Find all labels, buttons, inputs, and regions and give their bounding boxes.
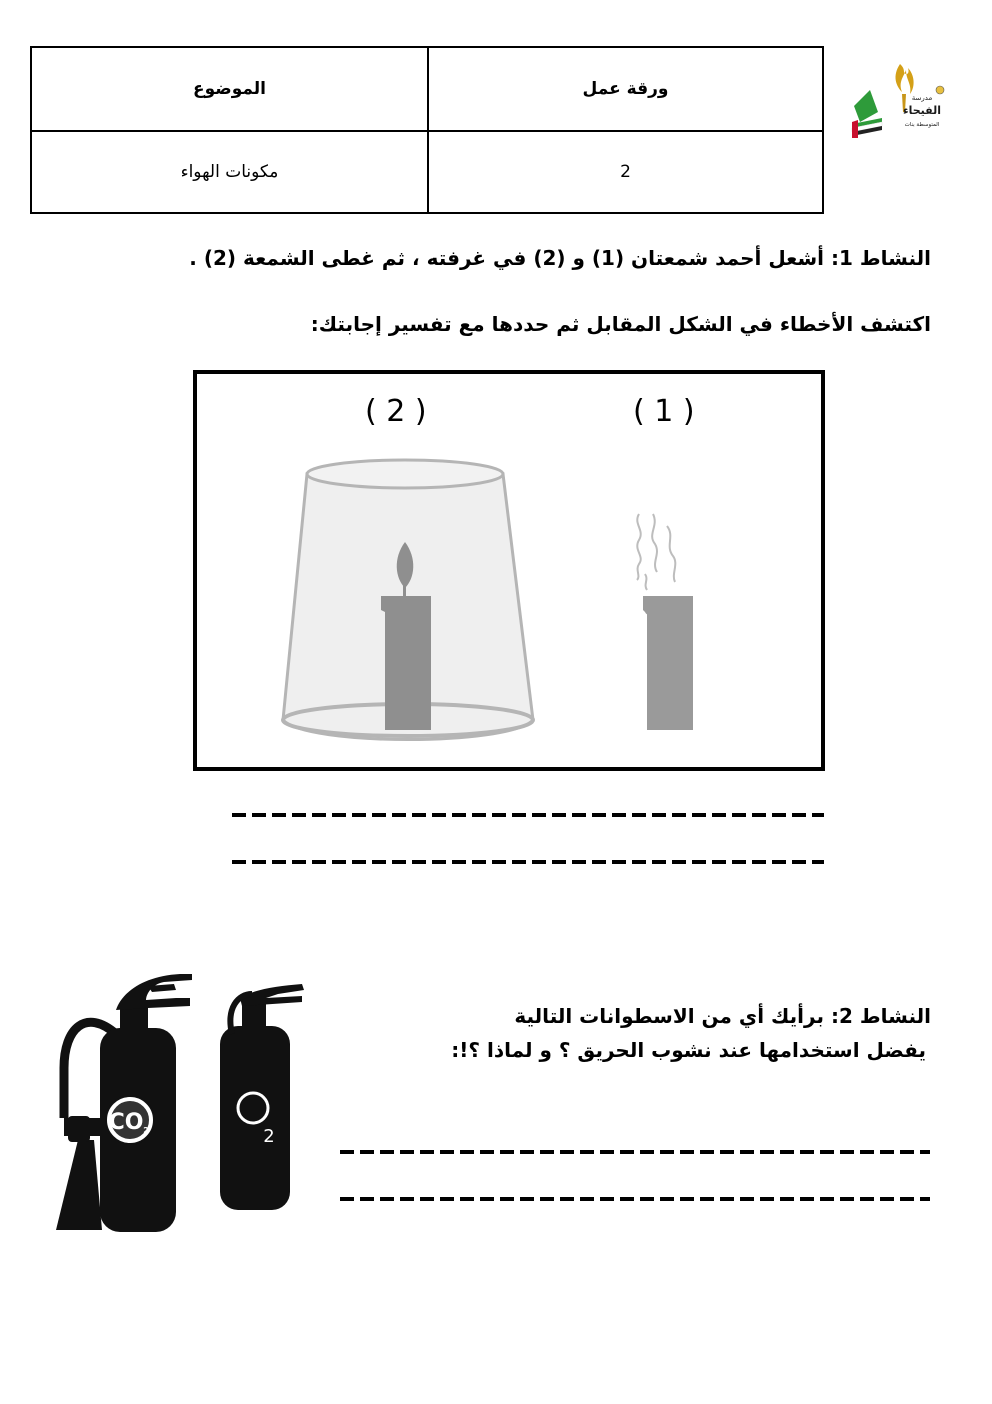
co2-extinguisher — [56, 974, 192, 1232]
candle-2-label: ( 2 ) — [365, 394, 427, 429]
o2-cylinder — [220, 984, 304, 1210]
fire-extinguishers — [56, 968, 312, 1238]
topic-value: مكونات الهواء — [32, 132, 429, 212]
answer-line-1[interactable] — [232, 813, 824, 817]
header-table — [30, 46, 824, 214]
school-logo — [848, 60, 948, 142]
answer-line-4[interactable] — [340, 1197, 930, 1201]
worksheet-label: ورقة عمل — [429, 48, 822, 132]
svg-text:الفيحاء: الفيحاء — [903, 104, 941, 117]
topic-label: الموضوع — [32, 48, 429, 132]
answer-line-3[interactable] — [340, 1150, 930, 1154]
o2-label-subscript: 2 — [263, 1126, 275, 1147]
activity-1-instruction: اكتشف الأخطاء في الشكل المقابل ثم حددها مع تفسير إجابتك: — [310, 312, 931, 336]
co2-label-subscript: 2 — [143, 1126, 149, 1135]
activity-1-prompt: النشاط 1: أشعل أحمد شمعتان (1) و (2) في غرفته ، ثم غطى الشمعة (2) . — [189, 246, 931, 270]
candle-figure — [193, 370, 825, 771]
worksheet-number: 2 — [620, 162, 631, 182]
answer-line-2[interactable] — [232, 860, 824, 864]
candle-1-label: ( 1 ) — [633, 394, 695, 429]
activity-2-question: يفضل استخدامها عند نشوب الحريق ؟ و لماذا ؟!: — [451, 1038, 926, 1062]
candle-1 — [637, 514, 693, 730]
co2-label: CO — [108, 1110, 144, 1135]
activity-2-prompt: النشاط 2: برأيك أي من الاسطوانات التالية — [514, 1004, 931, 1028]
svg-text:المتوسطة بنات: المتوسطة بنات — [904, 122, 940, 128]
svg-text:مدرسة: مدرسة — [911, 94, 933, 102]
